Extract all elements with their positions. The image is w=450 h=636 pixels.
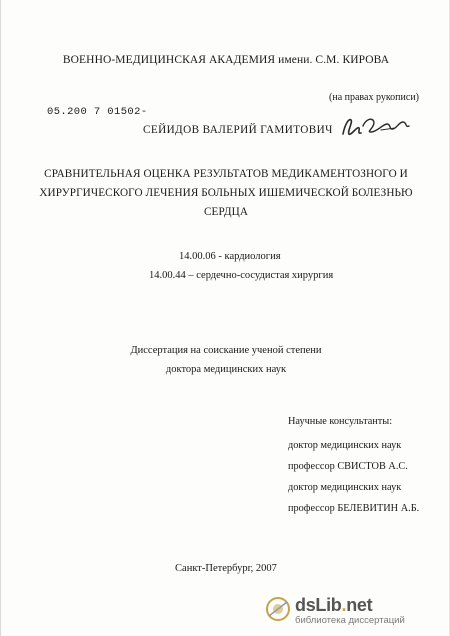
consultant-line: профессор СВИСТОВ А.С. [288,461,408,472]
dissertation-title-line-2: ХИРУРГИЧЕСКОГО ЛЕЧЕНИЯ БОЛЬНЫХ ИШЕМИЧЕСКОЙ БОЛЕЗНЬЮ [39,187,413,199]
author-name: СЕЙИДОВ ВАЛЕРИЙ ГАМИТОВИЧ [143,124,333,136]
consultants-heading: Научные консультанты: [288,416,393,427]
consultant-line: доктор медицинских наук [288,482,402,493]
signature-icon [337,112,413,142]
dslib-watermark[interactable] [265,596,445,626]
degree-line-1: Диссертация на соискание ученой степени [130,345,322,356]
watermark-subtitle: библиотека диссертаций [295,615,405,626]
consultant-line: доктор медицинских наук [288,440,402,451]
dissertation-title-line-3: СЕРДЦА [203,206,249,218]
specialty-code-2: 14.00.44 – сердечно-сосудистая хирургия [149,270,334,281]
city-year: Санкт-Петербург, 2007 [175,563,277,574]
dslib-logo-icon [265,596,291,622]
specialty-code-1: 14.00.06 - кардиология [179,251,281,262]
degree-line-2: доктора медицинских наук [165,364,287,375]
dissertation-title-line-1: СРАВНИТЕЛЬНАЯ ОЦЕНКА РЕЗУЛЬТАТОВ МЕДИКАМЕНТОЗНОГО И [44,168,408,180]
institution-name: ВОЕННО-МЕДИЦИНСКАЯ АКАДЕМИЯ имени. С.М. КИРОВА [62,54,390,66]
consultant-line: профессор БЕЛЕВИТИН А.Б. [288,503,420,514]
watermark-brand-main: dsLib [295,595,342,615]
manuscript-note: (на правах рукописи) [329,92,419,103]
watermark-brand [295,595,372,616]
stamp-number: 05.200 7 01502- [47,106,148,118]
watermark-brand-tld: net [346,595,373,615]
watermark-brand-dot: . [341,595,347,615]
